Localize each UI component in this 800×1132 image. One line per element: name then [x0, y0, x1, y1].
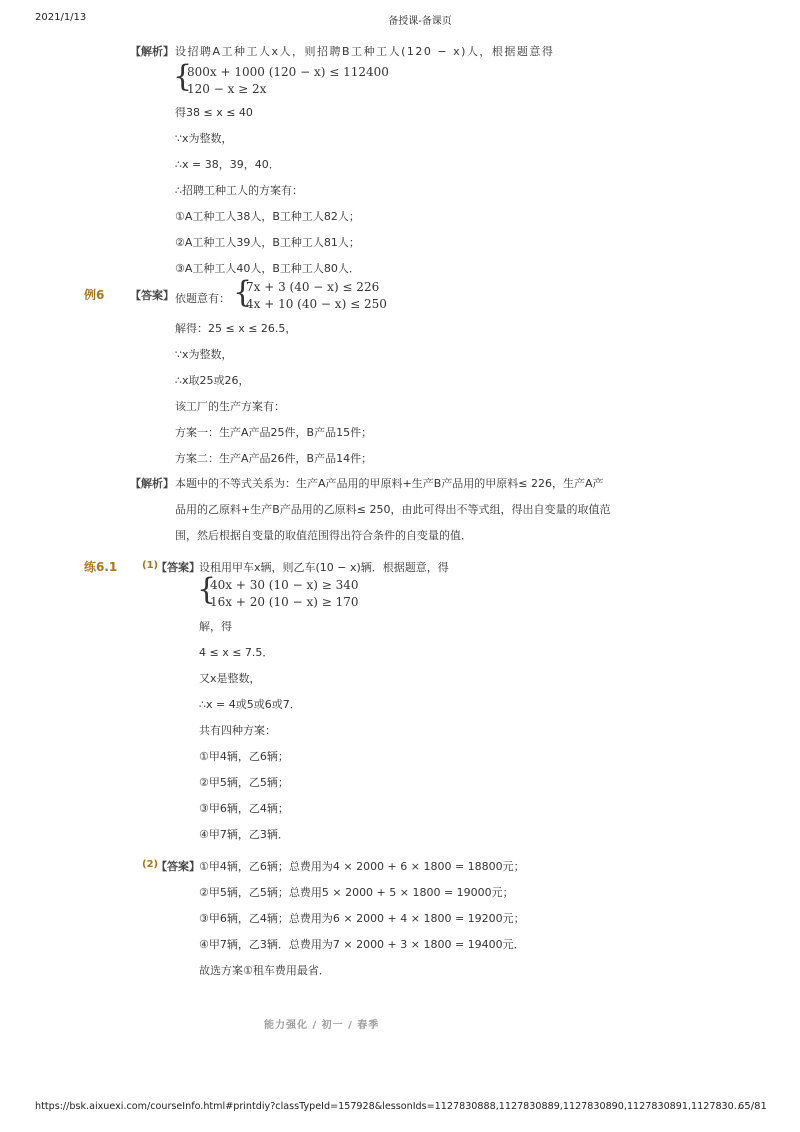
solution-line: 共有四种方案： — [199, 724, 276, 737]
system-brace: { — [233, 275, 253, 310]
solution-line: 解得：25 ≤ x ≤ 26.5， — [175, 322, 297, 335]
solution-line: 4 ≤ x ≤ 7.5． — [199, 646, 274, 659]
solution-line: ①甲4辆，乙6辆；总费用为4 × 2000 + 6 × 1800 = 18800元； — [199, 860, 525, 873]
analysis-tag: 【解析】 — [130, 45, 174, 58]
system-brace: { — [197, 572, 217, 607]
solution-line: 解，得 — [199, 620, 232, 633]
print-title: 备授课-备课页 — [388, 16, 452, 27]
solution-line: ∴招聘工种工人的方案有： — [175, 184, 303, 197]
solution-line: 得38 ≤ x ≤ 40 — [175, 106, 253, 119]
analysis-tag: 【解析】 — [130, 477, 174, 490]
system-eq-1: 800x + 1000 (120 − x) ≤ 112400 — [187, 65, 389, 79]
print-url: https://bsk.aixuexi.com/courseInfo.html#printdiy?classTypeId=157928&lessonIds=1127830888,1127830889,1127830890,1127830891,1127830… — [35, 1101, 744, 1112]
analysis-line: 品用的乙原料+生产B产品用的乙原料≤ 250，由此可得出不等式组，得出自变量的取值范 — [175, 503, 611, 516]
solution-line: ∴x = 38，39，40． — [175, 158, 280, 171]
solution-line: ④甲7辆，乙3辆． — [199, 828, 289, 841]
solution-line: ②A工种工人39人，B工种工人81人； — [175, 236, 360, 249]
solution-line: ③A工种工人40人，B工种工人80人． — [175, 262, 360, 275]
system-eq-2: 4x + 10 (40 − x) ≤ 250 — [246, 297, 387, 311]
answer-tag: 【答案】 — [130, 289, 174, 302]
solution-line: 方案一：生产A产品25件，B产品15件； — [175, 426, 373, 439]
solution-line: ①A工种工人38人，B工种工人82人； — [175, 210, 360, 223]
solution-line: ②甲5辆，乙5辆； — [199, 776, 289, 789]
solution-line: ∴x = 4或5或6或7． — [199, 698, 301, 711]
page-number: 65/81 — [738, 1101, 767, 1112]
example-label: 例6 — [84, 288, 105, 302]
answer-intro: 依题意有： — [175, 292, 230, 305]
system-eq-2: 16x + 20 (10 − x) ≥ 170 — [210, 595, 359, 609]
solution-line: ④甲7辆，乙3辆．总费用为7 × 2000 + 3 × 1800 = 19400元． — [199, 938, 525, 951]
analysis-line: 围，然后根据自变量的取值范围得出符合条件的自变量的值． — [175, 529, 472, 542]
system-eq-1: 7x + 3 (40 − x) ≤ 226 — [246, 280, 380, 294]
solution-line: ③甲6辆，乙4辆； — [199, 802, 289, 815]
solution-line: ∵x为整数， — [175, 132, 233, 145]
answer-intro: 设租用甲车x辆，则乙车(10 − x)辆．根据题意，得 — [199, 561, 449, 574]
solution-line: ②甲5辆，乙5辆；总费用5 × 2000 + 5 × 1800 = 19000元； — [199, 886, 514, 899]
solution-line: ∵x为整数， — [175, 348, 233, 361]
solution-line: 故选方案①租车费用最省． — [199, 964, 330, 977]
print-date: 2021/1/13 — [35, 12, 87, 23]
analysis-line: 本题中的不等式关系为：生产A产品用的甲原料+生产B产品用的甲原料≤ 226，生产A产 — [175, 477, 604, 490]
answer-tag: 【答案】 — [156, 561, 200, 574]
page-subtitle: 能力强化 / 初一 / 春季 — [264, 1020, 380, 1031]
part-number: (2) — [142, 859, 159, 870]
system-eq-1: 40x + 30 (10 − x) ≥ 340 — [210, 578, 359, 592]
solution-line: 方案二：生产A产品26件，B产品14件； — [175, 452, 373, 465]
solution-line: ③甲6辆，乙4辆；总费用为6 × 2000 + 4 × 1800 = 19200元； — [199, 912, 525, 925]
solution-line: ∴x取25或26， — [175, 374, 250, 387]
answer-tag: 【答案】 — [156, 860, 200, 873]
solution-line: 又x是整数， — [199, 672, 261, 685]
practice-label: 练6.1 — [84, 560, 118, 574]
system-eq-2: 120 − x ≥ 2x — [187, 82, 267, 96]
solution-line: 该工厂的生产方案有： — [175, 400, 285, 413]
part-number: (1) — [142, 560, 159, 571]
analysis-intro: 设招聘A工种工人x人，则招聘B工种工人(120 − x)人，根据题意得 — [175, 45, 555, 58]
system-brace: { — [173, 59, 193, 94]
solution-line: ①甲4辆，乙6辆； — [199, 750, 289, 763]
